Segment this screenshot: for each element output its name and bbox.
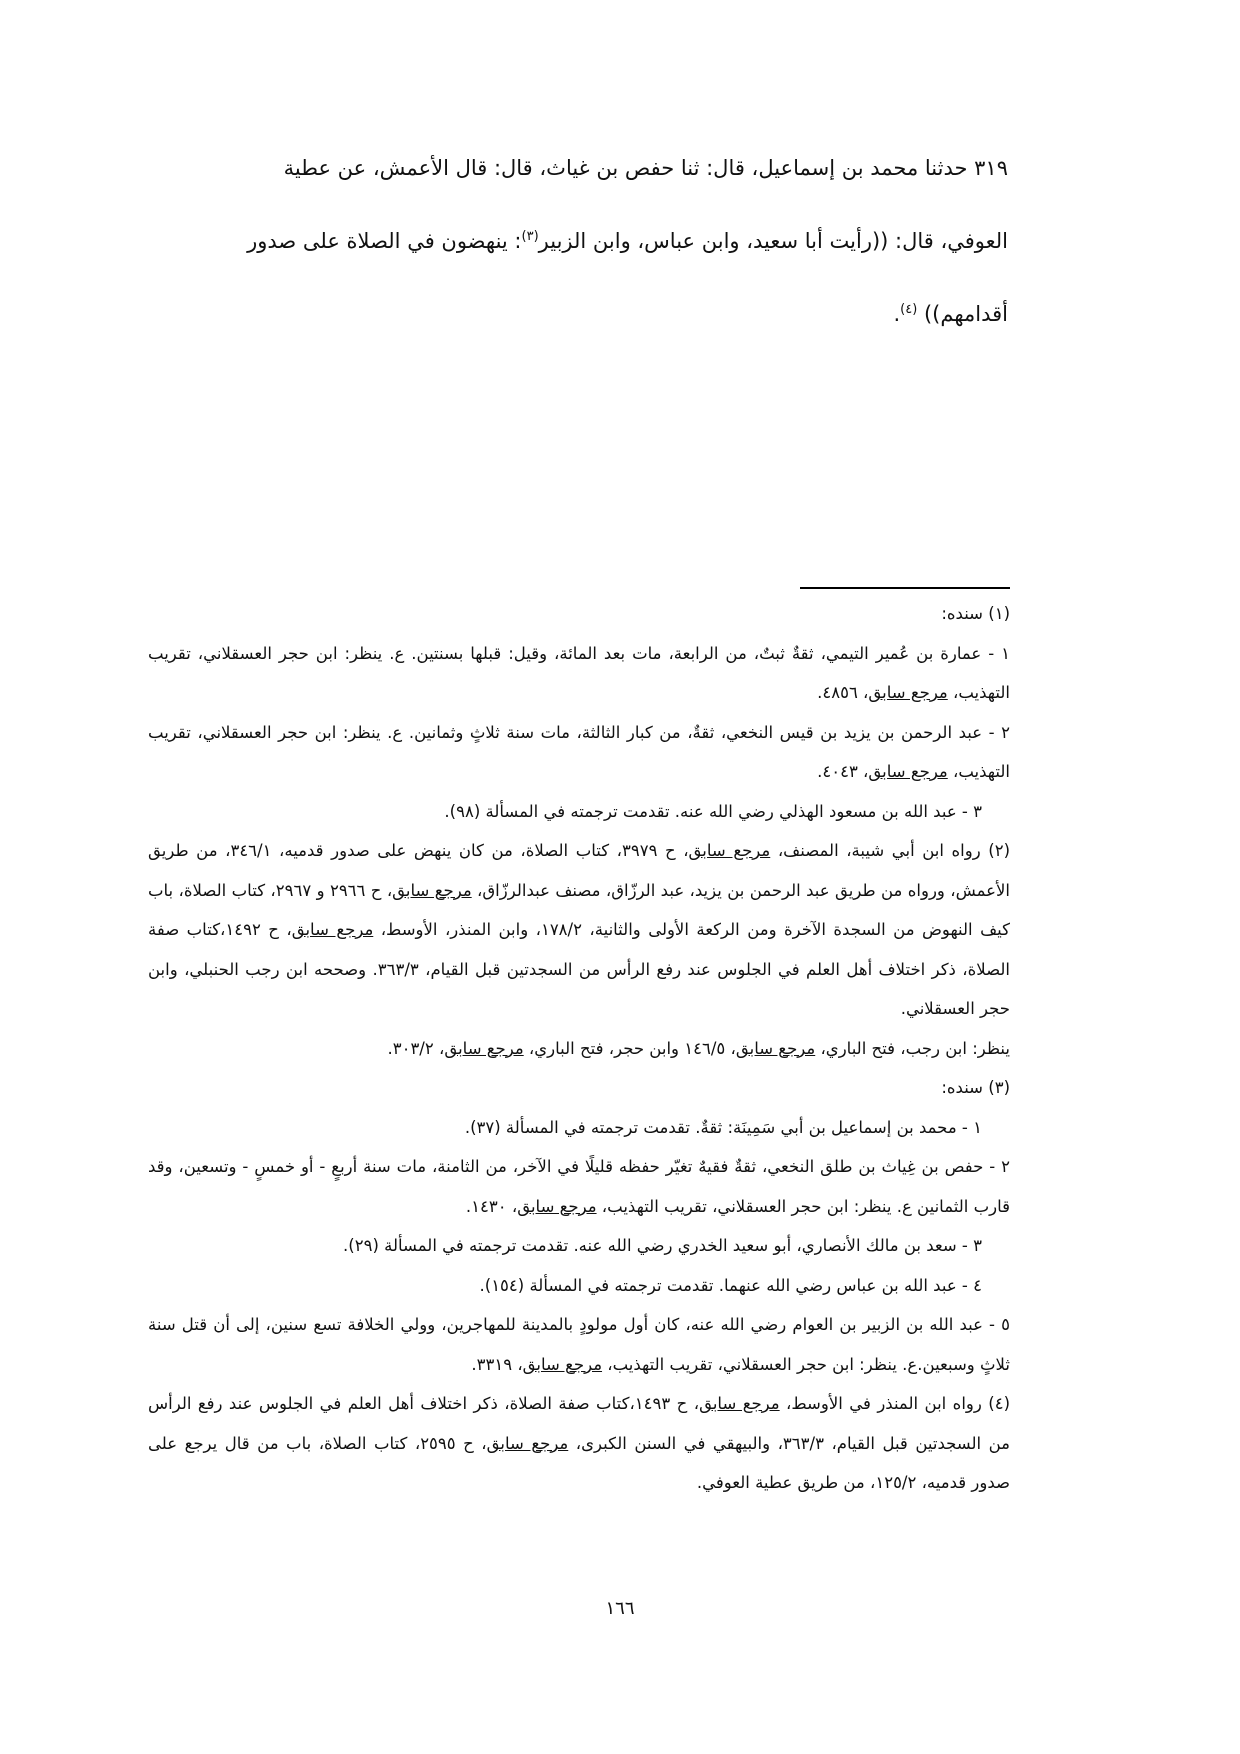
footnote-1-item-2 bbox=[148, 713, 1010, 792]
footnote-3-item-2 bbox=[148, 1147, 1010, 1226]
reference-link: مرجع سابق bbox=[392, 880, 472, 900]
footnote-text: ٢ - حفص بن غِياث بن طلق النخعي، ثقةٌ فقيهٌ تغيّر حفظه قليلًا في الآخر، من الثامنة، مات سنة أربعٍ - أو خمسٍ - وتسعين، وقد قارب الثمانين ع. ينظر: ابن حجر العسقلاني، تقريب التهذيب، bbox=[148, 1157, 1010, 1216]
footnote-text: ٥ - عبد الله بن الزبير بن العوام رضي الله عنه، كان أول مولودٍ بالمدينة للمهاجرين، وولي الخلافة تسع سنين، إلى أن قتل سنة ثلاثٍ وسبعين.ع. ينظر: ابن حجر العسقلاني، تقريب التهذيب، bbox=[148, 1315, 1010, 1374]
main-line-2-part-1: العوفي، قال: ((رأيت أبا سعيد، وابن عباس، وابن الزبير bbox=[538, 229, 1008, 253]
main-text bbox=[138, 132, 1008, 351]
footnote-marker-3: (٣) bbox=[521, 229, 539, 244]
main-line-3-part-1: أقدامهم)) bbox=[917, 302, 1008, 326]
footnote-1-heading: (١) سنده: bbox=[941, 604, 1010, 623]
reference-link: مرجع سابق bbox=[291, 920, 374, 939]
footnote-text: ، ح ١٤٩٢،كتاب صفة الصلاة، ذكر اختلاف أهل العلم في الجلوس عند رفع الرأس من السجدتين قبل القيام، ٣٦٣/٣. وصححه ابن رجب الحنبلي، وابن حجر العسقلاني. bbox=[148, 920, 1010, 1018]
reference-link: مرجع سابق bbox=[517, 1196, 597, 1216]
footnote-3-item-3: ٣ - سعد بن مالك الأنصاري، أبو سعيد الخدري رضي الله عنه. تقدمت ترجمته في المسألة (٢٩). bbox=[343, 1236, 982, 1255]
footnote-text: ، ٣٣١٩. bbox=[471, 1354, 523, 1374]
footnote-text: (٢) رواه ابن أبي شيبة، المصنف، bbox=[770, 841, 1011, 860]
footnote-text: ، ح ٣٩٧٩، كتاب الصلاة، من كان ينهض على صدور قدميه، ٣٤٦/١، من طريق الأعمش، ورواه من طريق عبد الرحمن بن يزيد، عبد الرزّاق، مصنف عبدالرزّاق، bbox=[148, 841, 1011, 900]
footnote-text: (٤) رواه ابن المنذر في الأوسط، bbox=[779, 1394, 1011, 1413]
footnote-1-item-3: ٣ - عبد الله بن مسعود الهذلي رضي الله عنه. تقدمت ترجمته في المسألة (٩٨). bbox=[444, 801, 982, 821]
main-line-3-part-2: . bbox=[893, 302, 901, 326]
footnotes bbox=[148, 594, 1010, 1503]
footnote-2-see-also bbox=[148, 1029, 1010, 1069]
main-line-2 bbox=[138, 205, 1008, 278]
reference-link: مرجع سابق bbox=[522, 1354, 603, 1374]
reference-link: مرجع سابق bbox=[868, 683, 948, 702]
footnote-marker-4: (٤) bbox=[900, 302, 918, 317]
reference-link: مرجع سابق bbox=[735, 1038, 816, 1058]
main-line-1: ٣١٩ حدثنا محمد بن إسماعيل، قال: ثنا حفص بن غياث، قال: قال الأعمش، عن عطية bbox=[283, 156, 1008, 180]
footnote-text: ، ح ١٤٩٣،كتاب صفة الصلاة، ذكر اختلاف أهل العلم في الجلوس عند رفع الرأس من السجدتين قبل القيام، ٣٦٣/٣، والبيهقي في السنن الكبرى، bbox=[148, 1394, 1010, 1453]
footnote-3-item-5 bbox=[148, 1305, 1010, 1384]
footnote-3-item-1: ١ - محمد بن إسماعيل بن أبي سَمِينَة: ثقةٌ. تقدمت ترجمته في المسألة (٣٧). bbox=[464, 1117, 982, 1137]
footnote-text: ، ح ٢٥٩٥، كتاب الصلاة، باب من قال يرجع على صدور قدميه، ١٢٥/٢، من طريق عطية العوفي. bbox=[148, 1433, 1010, 1492]
footnote-text: ، ٣٠٣/٢. bbox=[387, 1038, 445, 1058]
footnote-text: ١ - عمارة بن عُمير التيمي، ثقةٌ ثبتٌ، من الرابعة، مات بعد المائة، وقيل: قبلها بسنتين. ع. ينظر: ابن حجر العسقلاني، تقريب التهذيب، bbox=[148, 643, 1010, 702]
footnote-3-heading: (٣) سنده: bbox=[941, 1078, 1010, 1097]
reference-link: مرجع سابق bbox=[444, 1038, 524, 1058]
reference-link: مرجع سابق bbox=[868, 762, 948, 781]
footnote-2 bbox=[148, 831, 1010, 1029]
main-line-3 bbox=[138, 278, 1008, 351]
footnote-4 bbox=[148, 1384, 1010, 1503]
page-number: ١٦٦ bbox=[605, 1598, 635, 1619]
footnote-text: ، ١٤٣٠. bbox=[465, 1196, 518, 1216]
main-line-2-part-2: : ينهضون في الصلاة على صدور bbox=[247, 229, 522, 253]
footnote-text: ٢ - عبد الرحمن بن يزيد بن قيس النخعي، ثقةٌ، من كبار الثالثة، مات سنة ثلاثٍ وثمانين. ع. ينظر: ابن حجر العسقلاني، تقريب التهذيب، bbox=[148, 722, 1010, 781]
footnote-3-item-4: ٤ - عبد الله بن عباس رضي الله عنهما. تقدمت ترجمته في المسألة (١٥٤). bbox=[479, 1275, 982, 1295]
footnote-text: ، ٤٨٥٦. bbox=[817, 683, 869, 702]
reference-link: مرجع سابق bbox=[688, 841, 771, 860]
reference-link: مرجع سابق bbox=[699, 1394, 780, 1413]
reference-link: مرجع سابق bbox=[486, 1433, 569, 1453]
footnote-separator bbox=[800, 587, 1010, 589]
footnote-text: ، ح ٢٩٦٦ و ٢٩٦٧، كتاب الصلاة، باب كيف النهوض من السجدة الآخرة ومن الركعة الأولى والثانية، ١٧٨/٢، وابن المنذر، الأوسط، bbox=[148, 880, 1011, 939]
footnote-text: ينظر: ابن رجب، فتح الباري، bbox=[815, 1038, 1010, 1058]
footnote-text: ، ٤٠٤٣. bbox=[817, 762, 869, 781]
footnote-1-item-1 bbox=[148, 634, 1010, 713]
footnote-text: ، ١٤٦/٥ وابن حجر، فتح الباري، bbox=[523, 1038, 736, 1058]
